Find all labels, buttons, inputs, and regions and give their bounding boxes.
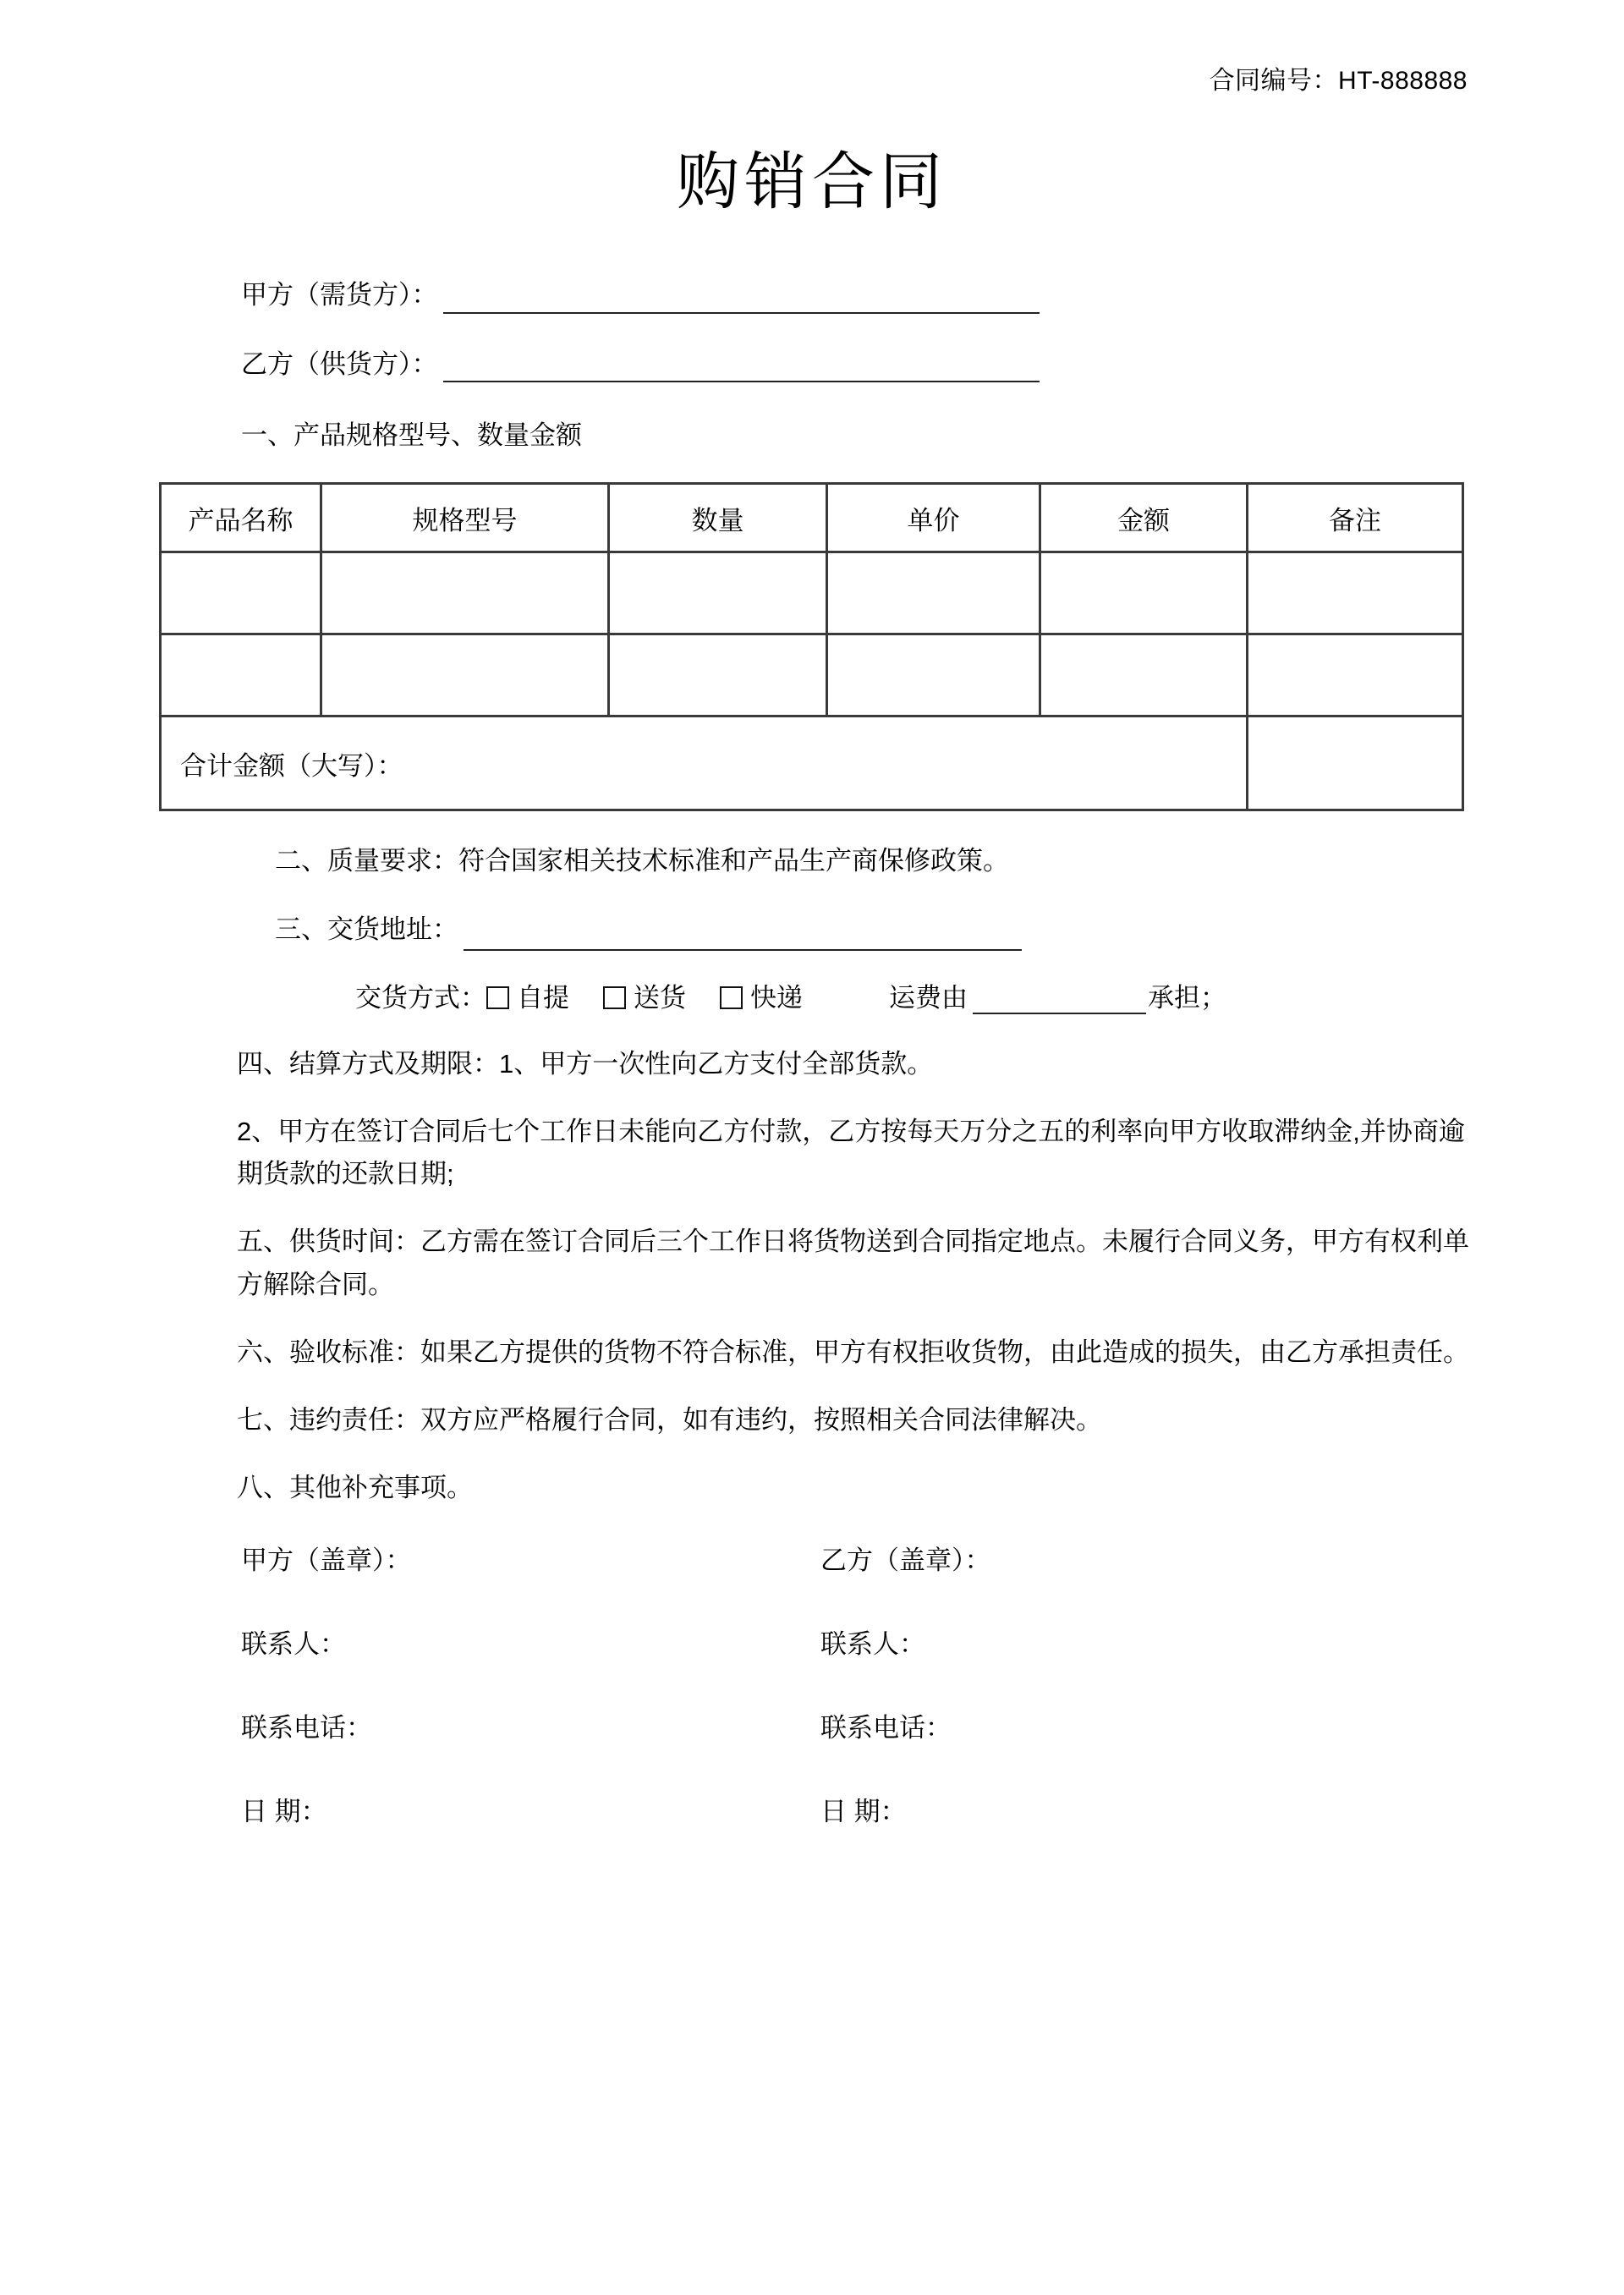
cell-product-name[interactable] xyxy=(161,634,321,717)
buyer-field-row xyxy=(241,277,1472,313)
table-header-row xyxy=(161,484,1463,552)
delivery-method-label: 交货方式： xyxy=(355,982,486,1013)
buyer-phone-field[interactable] xyxy=(241,1706,804,1744)
cell-amount[interactable] xyxy=(1040,552,1248,634)
cell-remark[interactable] xyxy=(1248,634,1463,717)
buyer-stamp-field[interactable] xyxy=(241,1539,804,1577)
cell-remark[interactable] xyxy=(1248,552,1463,634)
buyer-label: 甲方（需货方）： xyxy=(241,280,438,310)
cell-quantity[interactable] xyxy=(609,634,827,717)
section-6-acceptance-standard: 六、验收标准：如果乙方提供的货物不符合标准，甲方有权拒收货物，由此造成的损失，由乙方承担责任。 xyxy=(237,1337,1469,1367)
buyer-date-label: 日 期： xyxy=(241,1796,327,1826)
seller-phone-field[interactable] xyxy=(804,1706,1383,1744)
section-2-quality: 二、质量要求：符合国家相关技术标准和产品生产商保修政策。 xyxy=(275,846,1009,876)
seller-phone-label: 联系电话： xyxy=(820,1712,952,1743)
page-title: 购销合同 xyxy=(677,146,947,217)
section-4-payment-line-2: 2、甲方在签订合同后七个工作日未能向乙方付款，乙方按每天万分之五的利率向甲方收取滞纳金,并协商逾期货款的还款日期; xyxy=(237,1117,1465,1189)
page-content xyxy=(152,0,1472,1828)
table-row xyxy=(161,552,1463,634)
seller-stamp-field[interactable] xyxy=(804,1539,1383,1577)
freight-prefix-label: 运费由 xyxy=(889,982,968,1013)
freight-payer-group xyxy=(889,976,1226,1014)
cell-unit-price[interactable] xyxy=(827,634,1040,717)
column-header-unit-price: 单价 xyxy=(827,484,1040,552)
seller-input-rule[interactable] xyxy=(443,357,1040,382)
signature-stamp-row xyxy=(241,1539,1383,1577)
section-7-breach-liability: 七、违约责任：双方应严格履行合同，如有违约，按照相关合同法律解决。 xyxy=(237,1405,1102,1436)
total-amount-value[interactable] xyxy=(1248,717,1463,810)
seller-date-label: 日 期： xyxy=(820,1796,907,1826)
delivery-method-row xyxy=(355,976,1472,1014)
section-1-heading: 一、产品规格型号、数量金额 xyxy=(241,420,582,451)
cell-product-name[interactable] xyxy=(161,552,321,634)
delivery-option-self-pickup-label: 自提 xyxy=(517,982,569,1013)
goods-table-wrapper xyxy=(152,482,1472,811)
delivery-option-self-pickup[interactable] xyxy=(486,976,569,1014)
checkbox-icon[interactable] xyxy=(720,986,743,1009)
section-5-supply-time: 五、供货时间：乙方需在签订合同后三个工作日将货物送到合同指定地点。未履行合同义务，甲方有权利单方解除合同。 xyxy=(237,1227,1469,1299)
buyer-phone-label: 联系电话： xyxy=(241,1712,372,1743)
cell-amount[interactable] xyxy=(1040,634,1248,717)
seller-date-field[interactable] xyxy=(804,1790,1383,1828)
delivery-option-express[interactable] xyxy=(720,976,803,1014)
section-8-other-matters: 八、其他补充事项。 xyxy=(237,1473,473,1503)
buyer-contact-label: 联系人： xyxy=(241,1628,346,1659)
delivery-option-shipping[interactable] xyxy=(603,976,686,1014)
seller-stamp-label: 乙方（盖章）： xyxy=(820,1545,991,1575)
signature-block xyxy=(241,1539,1383,1828)
checkbox-icon[interactable] xyxy=(603,986,626,1009)
freight-payer-input-rule[interactable] xyxy=(973,991,1146,1014)
column-header-quantity: 数量 xyxy=(609,484,827,552)
cell-spec-model[interactable] xyxy=(321,634,609,717)
cell-unit-price[interactable] xyxy=(827,552,1040,634)
total-amount-label: 合计金额（大写）： xyxy=(161,717,1248,810)
signature-contact-row xyxy=(241,1622,1383,1661)
goods-table xyxy=(159,482,1464,811)
delivery-address-label: 三、交货地址： xyxy=(275,914,458,944)
table-total-row xyxy=(161,717,1463,810)
buyer-stamp-label: 甲方（盖章）： xyxy=(241,1545,412,1575)
section-4-payment-line-1: 四、结算方式及期限：1、甲方一次性向乙方支付全部货款。 xyxy=(237,1048,934,1079)
delivery-address-input-rule[interactable] xyxy=(464,927,1022,951)
column-header-amount: 金额 xyxy=(1040,484,1248,552)
delivery-option-express-label: 快递 xyxy=(750,982,803,1013)
seller-contact-field[interactable] xyxy=(804,1622,1383,1661)
checkbox-icon[interactable] xyxy=(486,986,509,1009)
delivery-option-shipping-label: 送货 xyxy=(634,982,686,1013)
buyer-contact-field[interactable] xyxy=(241,1622,804,1661)
buyer-date-field[interactable] xyxy=(241,1790,804,1828)
column-header-spec-model: 规格型号 xyxy=(321,484,609,552)
table-row xyxy=(161,634,1463,717)
section-3-delivery-address xyxy=(275,909,1472,951)
signature-date-row xyxy=(241,1790,1383,1828)
cell-spec-model[interactable] xyxy=(321,552,609,634)
seller-contact-label: 联系人： xyxy=(820,1628,925,1659)
freight-suffix-label: 承担； xyxy=(1148,982,1226,1013)
buyer-input-rule[interactable] xyxy=(443,288,1040,314)
column-header-product-name: 产品名称 xyxy=(161,484,321,552)
contract-number: 合同编号：HT-888888 xyxy=(1209,67,1468,95)
column-header-remark: 备注 xyxy=(1248,484,1463,552)
seller-label: 乙方（供货方）： xyxy=(241,349,438,379)
cell-quantity[interactable] xyxy=(609,552,827,634)
seller-field-row xyxy=(241,346,1472,382)
signature-phone-row xyxy=(241,1706,1383,1744)
